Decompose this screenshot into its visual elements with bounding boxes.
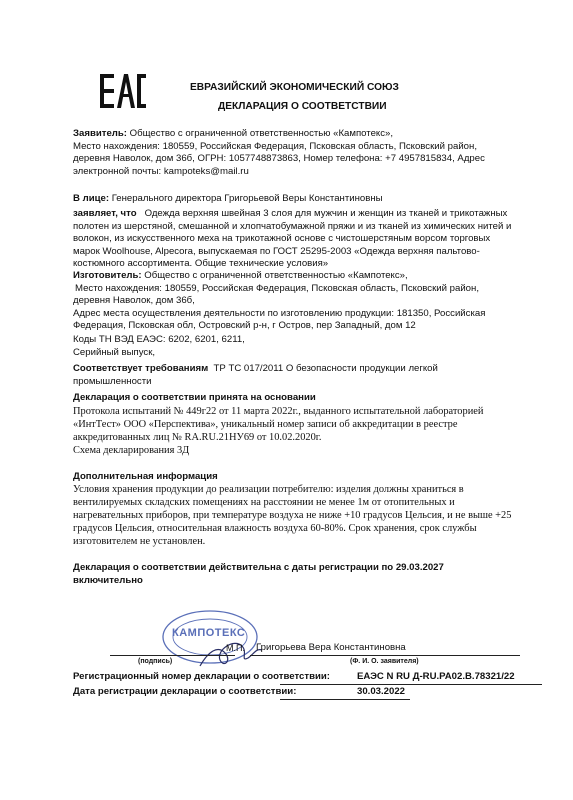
eac-logo [100, 74, 146, 108]
basis-heading: Декларация о соответствии принята на основании [73, 392, 316, 403]
manufacturer-line: Адрес места осуществления деятельности по изготовлению продукции: 181350, Российская [73, 307, 486, 319]
manufacturer-line: Место нахождения: 180559, Российская Федерация, Псковская область, Псковский район, [75, 282, 479, 294]
reg-number-underline [280, 684, 542, 685]
name-line [250, 655, 520, 656]
manufacturer-block [73, 270, 548, 333]
applicant-label: Заявитель: [73, 128, 127, 139]
validity-line: включительно [73, 574, 143, 586]
conformity-line: промышленности [73, 375, 152, 387]
manufacturer-label: Изготовитель: [73, 270, 142, 281]
reg-date-underline [280, 699, 410, 700]
conformity-line: ТР ТС 017/2011 О безопасности продукции легкой [213, 363, 438, 374]
reg-date-label: Дата регистрации декларации о соответствии: [73, 686, 297, 697]
applicant-line: Место нахождения: 180559, Российская Федерация, Псковская область, Псковский район, [73, 140, 477, 152]
manufacturer-line: деревня Наволок, дом 36б, [73, 295, 195, 307]
additional-line: нагревательных приборов, при температуре воздуха не ниже +10 градусов Цельсия, и не выше +25 [73, 510, 512, 521]
validity-block [73, 562, 548, 587]
applicant-name: Общество с ограниченной ответственностью «Кампотекс», [129, 128, 394, 139]
applicant-block [73, 128, 543, 178]
conformity-label: Соответствует требованиям [73, 363, 209, 374]
tn-ved-codes: Коды ТН ВЭД ЕАЭС: 6202, 6201, 6211, [73, 334, 245, 345]
additional-heading: Дополнительная информация [73, 471, 218, 482]
signer-name: Григорьева Вера Константиновна [256, 642, 406, 653]
additional-line: градусов Цельсия, относительная влажность воздуха 60-80%. Срок хранения, срок службы [73, 523, 477, 534]
validity-line: Декларация о соответствии действительна с даты регистрации по 29.03.2027 [73, 562, 444, 573]
reg-number-value: ЕАЭС N RU Д-RU.РА02.В.78321/22 [357, 671, 515, 682]
serial-release: Серийный выпуск, [73, 347, 156, 358]
applicant-line: деревня Наволок, дом 36б, ОГРН: 1057748873863, Номер телефона: +7 4957815834, Адрес [73, 153, 485, 165]
declares-line: марок Woolhouse, Alpecora, выпускаемая по ГОСТ 25295-2003 «Одежда верхняя пальтово- [73, 245, 480, 257]
mp-label: М.П. [226, 643, 245, 653]
sign-caption: (подпись) [138, 658, 173, 665]
manufacturer-name: Общество с ограниченной ответственностью «Кампотекс», [144, 270, 408, 281]
additional-line: Условия хранения продукции до реализации потребителю: изделия должны храниться в [73, 484, 464, 495]
basis-line: Схема декларирования 3Д [73, 445, 190, 456]
declares-label: заявляет, что [73, 208, 137, 219]
person-value: Генерального директора Григорьевой Веры Константиновны [111, 193, 383, 204]
conformity-block [73, 363, 548, 388]
person-row [73, 193, 543, 206]
additional-block [73, 483, 553, 548]
name-caption: (Ф. И. О. заявителя) [350, 658, 419, 665]
additional-line: изготовителем не установлен. [73, 536, 206, 547]
additional-line: вентилируемых складских помещениях на расстоянии не менее 1м от отопительных и [73, 497, 455, 508]
union-title: ЕВРАЗИЙСКИЙ ЭКОНОМИЧЕСКИЙ СОЮЗ [190, 82, 399, 93]
person-label: В лице: [73, 193, 110, 204]
reg-number-label: Регистрационный номер декларации о соответствии: [73, 671, 330, 682]
declares-block [73, 208, 548, 271]
reg-date-value: 30.03.2022 [357, 686, 406, 697]
eac-mark-icon [100, 74, 146, 108]
basis-line: Протокола испытаний № 449г22 от 11 марта 2022г., выданного испытательной лабораторией [73, 406, 484, 417]
basis-line: «ИнтТест» ООО «Перспектива», уникальный номер записи об аккредитации в реестре [73, 419, 458, 430]
basis-block [73, 405, 553, 457]
declares-line: Одежда верхняя швейная 3 слоя для мужчин и женщин из тканей и трикотажных [144, 208, 508, 219]
stamp-text: КАМПОТЕКС [172, 627, 246, 639]
manufacturer-line: Федерация, Псковская обл, Островский р-н, г Остров, пер Западный, дом 12 [73, 320, 416, 332]
declares-line: волокон, из искусственного меха на трикотажной основе с чистошерстяным ворсом торговых [73, 233, 491, 245]
applicant-line: электронной почты: kampoteks@mail.ru [73, 165, 249, 177]
basis-line: аккредитованных лиц № RA.RU.21НУ69 от 10.02.2020г. [73, 432, 322, 443]
declares-line: полотен из шерстяной, смешанной и хлопчатобумажной пряжи и из тканей из химических нитей и [73, 220, 512, 232]
document-title: ДЕКЛАРАЦИЯ О СООТВЕТСТВИИ [218, 101, 387, 112]
signature-line [110, 655, 235, 656]
declares-line: костюмного ассортимента. Общие технические условия» [73, 258, 329, 270]
